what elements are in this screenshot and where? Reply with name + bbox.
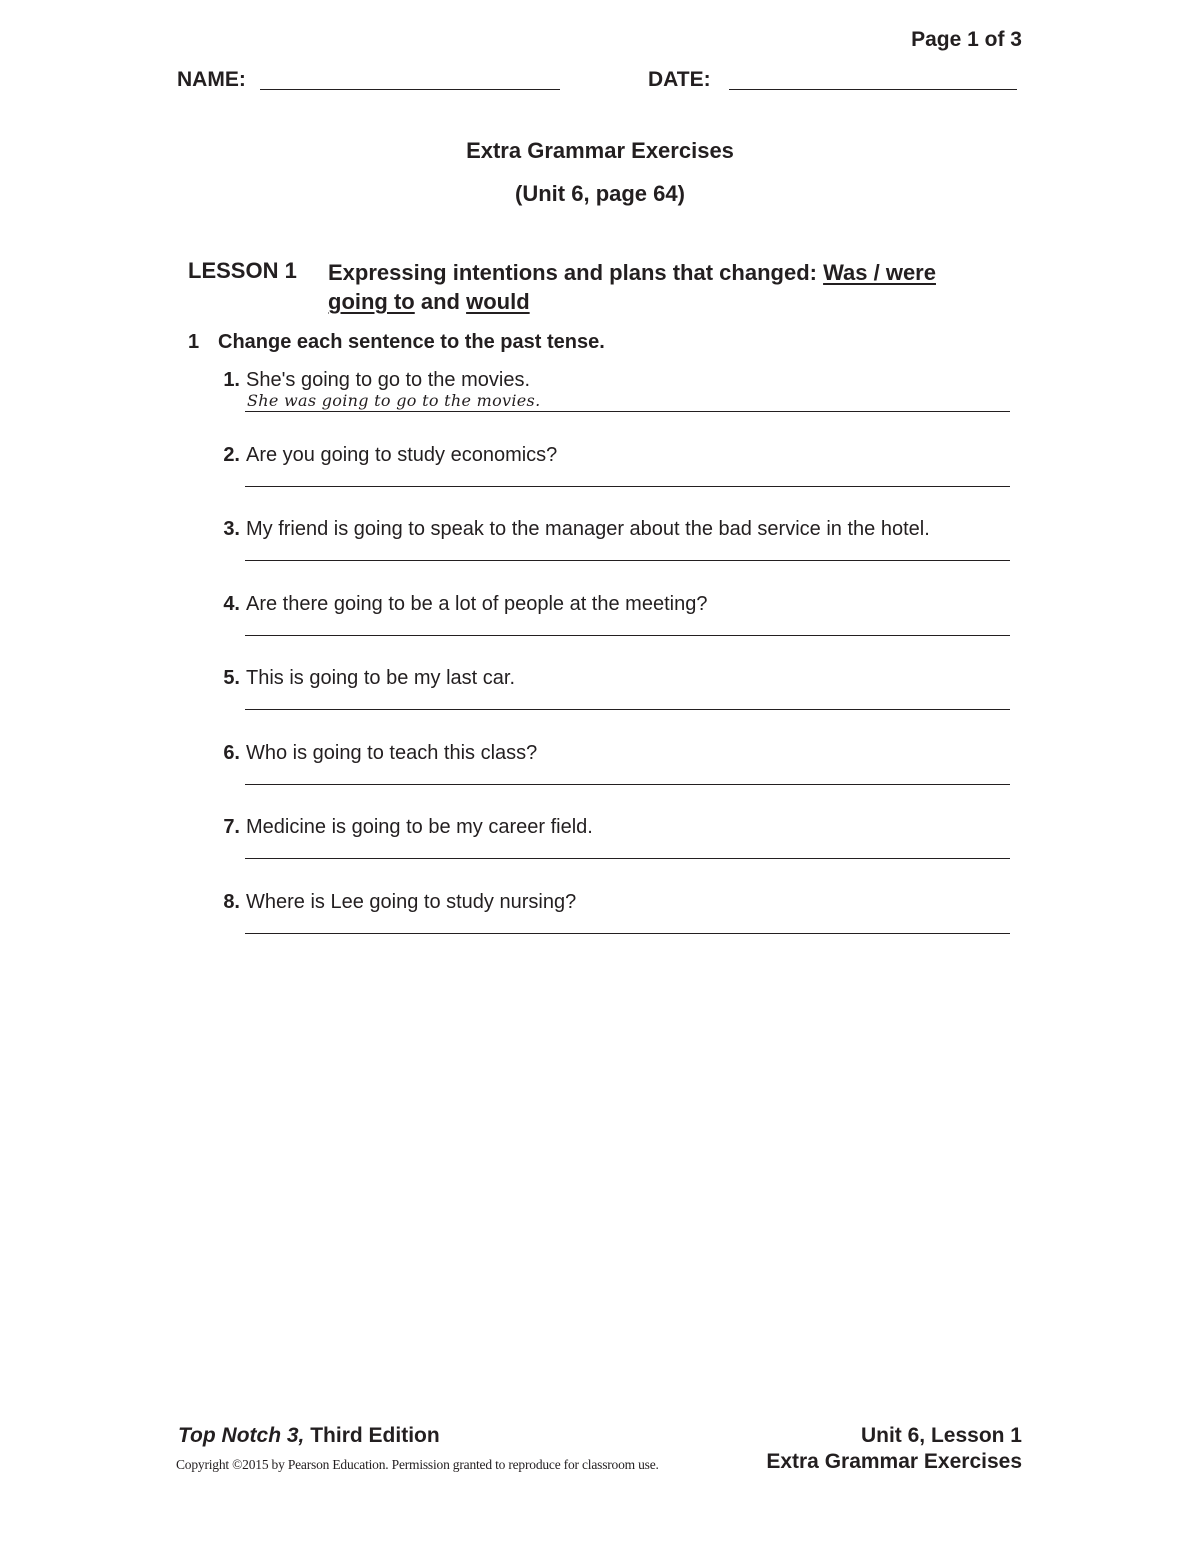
page-title: Extra Grammar Exercises	[466, 138, 734, 163]
question-item	[214, 742, 1014, 802]
exercise-instruction-text: Change each sentence to the past tense.	[218, 331, 605, 353]
question-number: 4.	[223, 592, 240, 615]
lesson-title-keyword-going-to: going to	[328, 289, 415, 314]
answer-line[interactable]	[245, 709, 1010, 710]
name-field-line[interactable]	[260, 89, 560, 90]
question-item	[214, 369, 1014, 429]
question-item	[214, 891, 1014, 951]
date-field-line[interactable]	[729, 89, 1017, 90]
question-text: Medicine is going to be my career field.	[246, 816, 593, 838]
question-item	[214, 518, 1014, 578]
answer-line[interactable]	[245, 411, 1010, 412]
page-number: Page 1 of 3	[911, 28, 1022, 51]
footer-unit-lesson: Unit 6, Lesson 1	[860, 1424, 1022, 1447]
question-number: 3.	[223, 518, 240, 540]
question-number: 7.	[223, 816, 240, 838]
copyright-notice: Copyright ©2015 by Pearson Education. Permission granted to reproduce for classroom use.	[176, 1457, 659, 1472]
answer-line[interactable]	[245, 560, 1010, 561]
book-edition: Third Edition	[304, 1424, 440, 1447]
question-text: Are there going to be a lot of people at the meeting?	[246, 592, 708, 615]
exercise-number: 1	[188, 331, 200, 353]
answer-line[interactable]	[245, 933, 1010, 934]
exercise-instruction	[188, 331, 605, 354]
lesson-title-and: and	[414, 289, 467, 314]
question-text: She's going to go to the movies.	[246, 369, 530, 391]
question-number: 2.	[223, 443, 240, 466]
question-item	[214, 816, 1014, 876]
question-text: Where is Lee going to study nursing?	[246, 890, 577, 913]
name-label: NAME:	[177, 68, 246, 91]
question-text: Who is going to teach this class?	[246, 741, 538, 764]
handwritten-answer: She was going to go to the movies.	[247, 391, 541, 410]
lesson-number: LESSON 1	[188, 258, 297, 283]
answer-line[interactable]	[245, 635, 1010, 636]
question-item	[214, 667, 1014, 727]
question-text: My friend is going to speak to the manager about the bad service in the hotel.	[246, 518, 930, 540]
book-name: Top Notch 3,	[178, 1424, 305, 1447]
page-subtitle: (Unit 6, page 64)	[515, 181, 685, 206]
footer-section: Extra Grammar Exercises	[766, 1450, 1022, 1473]
question-number: 6.	[223, 741, 240, 764]
answer-line[interactable]	[245, 858, 1010, 859]
question-number: 5.	[223, 667, 240, 689]
question-number: 1.	[223, 369, 240, 391]
footer-book-title	[178, 1424, 440, 1448]
date-label: DATE:	[648, 68, 711, 91]
lesson-title-text: Expressing intentions and plans that changed:	[328, 260, 824, 285]
answer-line[interactable]	[245, 784, 1010, 785]
answer-line[interactable]	[245, 486, 1010, 487]
question-item	[214, 444, 1014, 504]
question-number: 8.	[223, 890, 240, 913]
question-text: This is going to be my last car.	[246, 667, 516, 689]
lesson-title-keyword-would: would	[466, 289, 530, 314]
question-text: Are you going to study economics?	[246, 443, 558, 466]
question-item	[214, 593, 1014, 653]
lesson-title-keyword-was-were: Was / were	[823, 260, 936, 285]
lesson-title	[328, 258, 1008, 316]
